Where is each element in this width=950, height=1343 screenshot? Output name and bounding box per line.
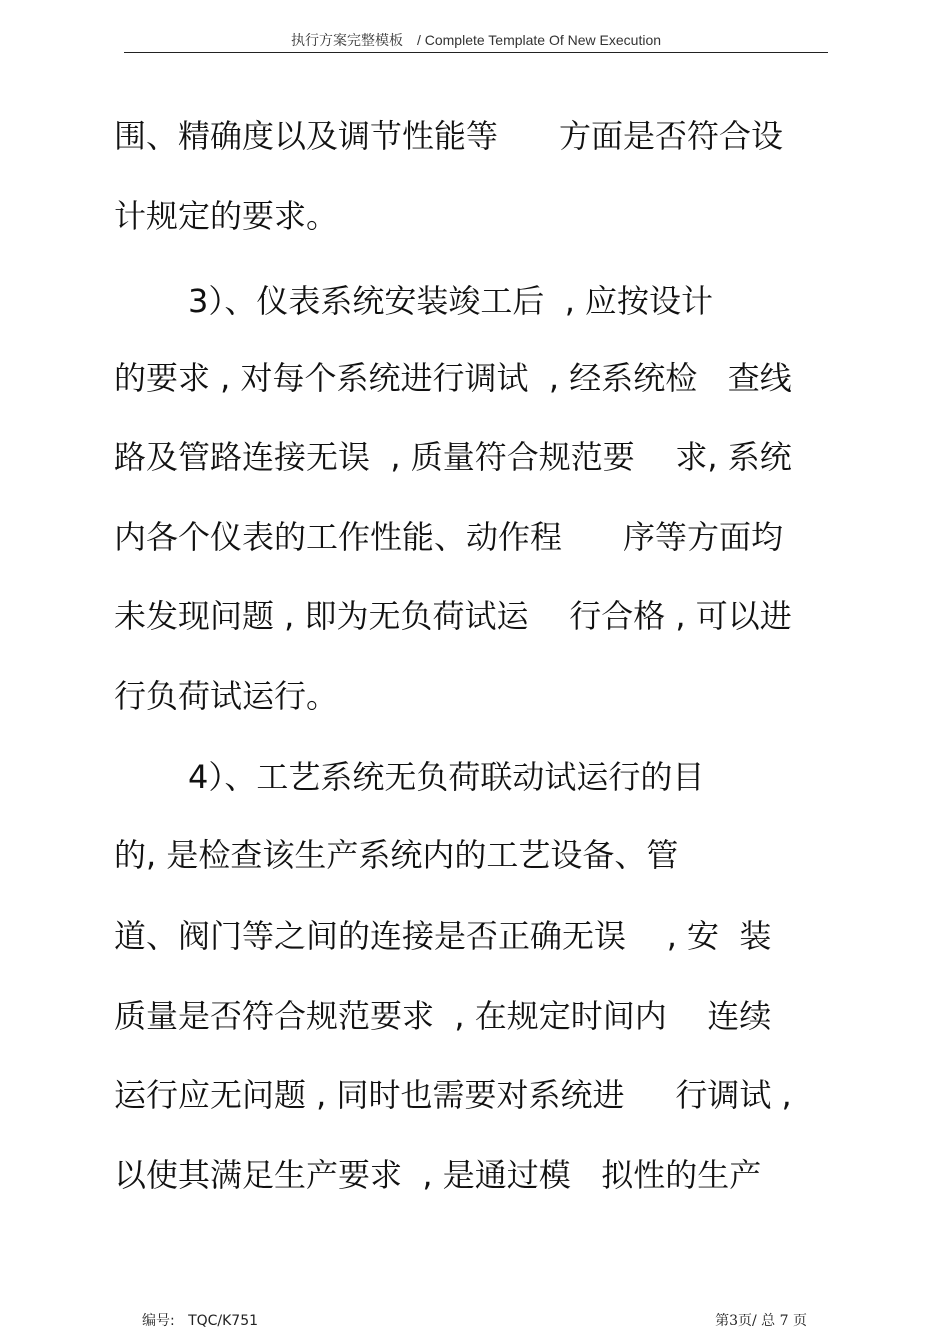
body-line: 质量是否符合规范要求 , 在规定时间内 连续 xyxy=(114,997,772,1035)
body-line: 围、精确度以及调节性能等 方面是否符合设 xyxy=(114,117,784,155)
body-line: 的, 是检查该生产系统内的工艺设备、管 xyxy=(114,836,679,874)
header-title-en: / Complete Template Of New Execution xyxy=(416,32,662,48)
body-line: 未发现问题 , 即为无负荷试运 行合格 , 可以进 xyxy=(114,597,792,635)
body-line: 行负荷试运行。 xyxy=(114,677,339,715)
body-line: 运行应无问题 , 同时也需要对系统进 行调试 , xyxy=(114,1076,792,1114)
document-code: 编号: TQC/K751 xyxy=(142,1313,259,1329)
page-header xyxy=(124,30,828,53)
body-line: 4）、工艺系统无负荷联动试运行的目 xyxy=(188,758,705,796)
header-title-cn: 执行方案完整模板 xyxy=(290,33,403,49)
body-line: 内各个仪表的工作性能、动作程 序等方面均 xyxy=(114,518,784,556)
body-line: 的要求 , 对每个系统进行调试 , 经系统检 查线 xyxy=(114,359,792,397)
page-number: 第3页/ 总 7 页 xyxy=(715,1313,807,1329)
body-line: 路及管路连接无误 , 质量符合规范要 求, 系统 xyxy=(114,438,792,476)
body-line: 以使其满足生产要求 , 是通过模 拟性的生产 xyxy=(114,1156,762,1194)
body-line: 3）、仪表系统安装竣工后 , 应按设计 xyxy=(188,282,714,320)
body-line: 道、阀门等之间的连接是否正确无误 , 安 装 xyxy=(114,917,772,955)
body-line: 计规定的要求。 xyxy=(114,197,339,235)
